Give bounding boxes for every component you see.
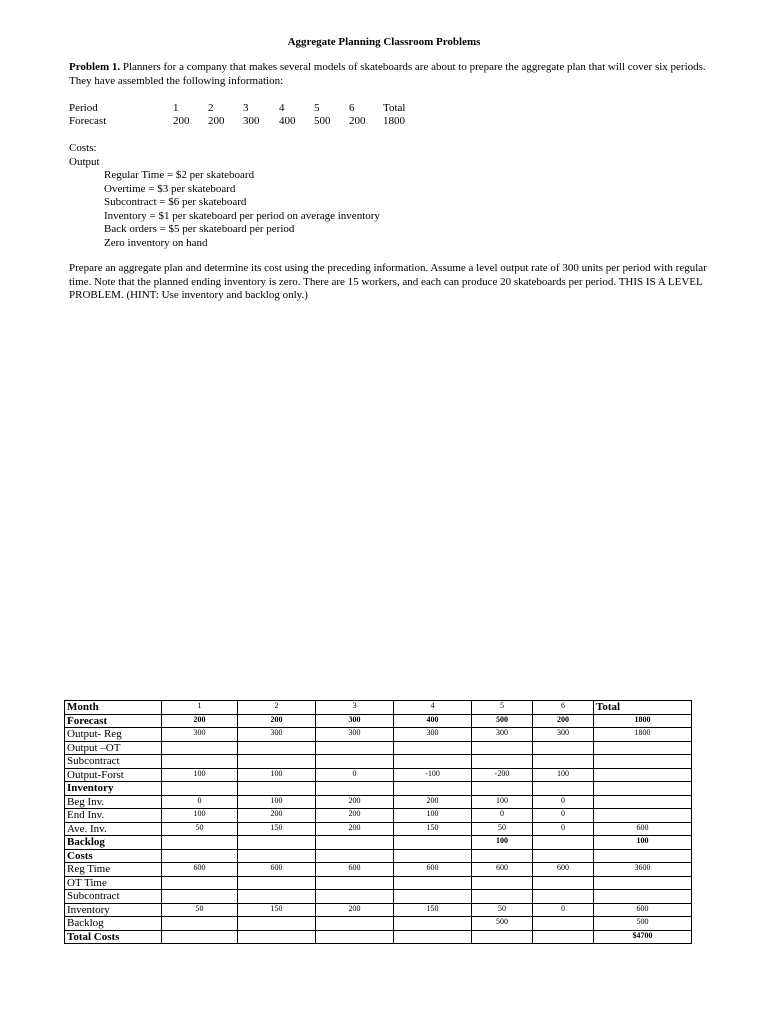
table-cell xyxy=(533,917,594,931)
table-cell xyxy=(316,741,394,755)
table-cell xyxy=(162,849,238,863)
table-cell: 100 xyxy=(533,768,594,782)
costs-subheading: Output xyxy=(69,155,100,168)
table-cell xyxy=(394,849,472,863)
table-cell: 300 xyxy=(394,728,472,742)
table-cell xyxy=(533,890,594,904)
table-cell xyxy=(162,836,238,850)
row-label: Output- Reg xyxy=(65,728,162,742)
table-cell xyxy=(533,755,594,769)
table-cell xyxy=(533,836,594,850)
table-cell xyxy=(162,930,238,944)
table-cell xyxy=(316,890,394,904)
period-value: 3 xyxy=(243,102,249,114)
table-cell xyxy=(472,755,533,769)
table-cell xyxy=(316,917,394,931)
cost-item: Overtime = $3 per skateboard xyxy=(104,182,236,195)
month-header-cell: 2 xyxy=(238,701,316,715)
total-cell: 500 xyxy=(594,917,692,931)
table-row xyxy=(65,903,692,917)
table-cell: 300 xyxy=(533,728,594,742)
period-value: 5 xyxy=(314,102,320,114)
table-cell xyxy=(533,930,594,944)
table-cell xyxy=(472,849,533,863)
table-cell xyxy=(316,755,394,769)
table-row xyxy=(65,768,692,782)
table-cell: 300 xyxy=(316,728,394,742)
table-cell xyxy=(472,890,533,904)
table-cell: 200 xyxy=(162,714,238,728)
row-label: Subcontract xyxy=(65,890,162,904)
table-cell: 300 xyxy=(472,728,533,742)
table-cell xyxy=(472,876,533,890)
table-cell xyxy=(394,782,472,796)
table-cell: 200 xyxy=(238,714,316,728)
row-label: Inventory xyxy=(65,903,162,917)
total-header: Total xyxy=(594,701,692,715)
table-cell: 0 xyxy=(533,809,594,823)
table-cell: 0 xyxy=(533,903,594,917)
table-cell xyxy=(316,849,394,863)
total-cell xyxy=(594,876,692,890)
table-cell xyxy=(238,741,316,755)
table-cell xyxy=(162,876,238,890)
table-row xyxy=(65,876,692,890)
period-label: Period xyxy=(69,102,98,114)
document-title: Aggregate Planning Classroom Problems xyxy=(287,36,481,48)
table-cell: 600 xyxy=(238,863,316,877)
problem-intro-text: Planners for a company that makes several models of skateboards are about to prepare the aggregate plan that will cover six periods. They have assembled the following information: xyxy=(69,61,706,87)
table-cell xyxy=(394,876,472,890)
table-cell xyxy=(533,782,594,796)
row-label: OT Time xyxy=(65,876,162,890)
table-row xyxy=(65,863,692,877)
table-cell: 150 xyxy=(394,903,472,917)
costs-heading: Costs: xyxy=(69,142,97,154)
row-label: Subcontract xyxy=(65,755,162,769)
row-label: Reg Time xyxy=(65,863,162,877)
table-cell: 150 xyxy=(238,822,316,836)
forecast-value: 300 xyxy=(243,115,260,127)
total-cell: 1800 xyxy=(594,714,692,728)
table-cell xyxy=(238,917,316,931)
table-cell xyxy=(394,890,472,904)
table-cell xyxy=(238,890,316,904)
table-cell xyxy=(394,836,472,850)
table-cell: 200 xyxy=(316,795,394,809)
aggregate-plan-table xyxy=(64,700,692,944)
table-row xyxy=(65,795,692,809)
table-cell: 500 xyxy=(472,714,533,728)
table-cell xyxy=(238,782,316,796)
table-cell: -200 xyxy=(472,768,533,782)
costs-heading-block xyxy=(69,142,100,169)
total-cell: 600 xyxy=(594,822,692,836)
period-value: 1 xyxy=(173,102,179,114)
table-cell: 50 xyxy=(162,822,238,836)
row-label: Inventory xyxy=(65,782,162,796)
table-row xyxy=(65,741,692,755)
table-cell: 100 xyxy=(162,809,238,823)
table-cell: 600 xyxy=(162,863,238,877)
table-cell xyxy=(162,782,238,796)
forecast-value: 500 xyxy=(314,115,331,127)
cost-item: Regular Time = $2 per skateboard xyxy=(104,169,255,181)
month-header-cell: 3 xyxy=(316,701,394,715)
table-row xyxy=(65,809,692,823)
row-label: End Inv. xyxy=(65,809,162,823)
table-cell xyxy=(472,782,533,796)
cost-item: Subcontract = $6 per skateboard xyxy=(104,196,247,208)
month-header-cell: 4 xyxy=(394,701,472,715)
table-row xyxy=(65,917,692,931)
table-cell xyxy=(394,741,472,755)
table-cell xyxy=(162,755,238,769)
table-cell xyxy=(394,755,472,769)
total-cell xyxy=(594,809,692,823)
forecast-value: 200 xyxy=(208,115,225,127)
cost-item: Zero inventory on hand xyxy=(104,236,208,249)
table-cell: 200 xyxy=(238,809,316,823)
table-cell: 50 xyxy=(162,903,238,917)
row-label: Forecast xyxy=(65,714,162,728)
table-cell: 0 xyxy=(533,822,594,836)
total-cell: 600 xyxy=(594,903,692,917)
table-cell xyxy=(533,741,594,755)
table-cell xyxy=(316,876,394,890)
period-value: 6 xyxy=(349,102,355,114)
table-cell: 150 xyxy=(394,822,472,836)
table-row xyxy=(65,822,692,836)
table-row xyxy=(65,836,692,850)
table-cell xyxy=(394,930,472,944)
table-cell: 200 xyxy=(316,809,394,823)
table-cell xyxy=(316,930,394,944)
table-cell xyxy=(162,917,238,931)
table-cell xyxy=(316,836,394,850)
table-cell xyxy=(472,930,533,944)
table-cell xyxy=(472,741,533,755)
problem-label: Problem 1. xyxy=(69,61,121,73)
month-header-cell: 5 xyxy=(472,701,533,715)
table-cell xyxy=(238,930,316,944)
row-label: Backlog xyxy=(65,836,162,850)
table-row xyxy=(65,755,692,769)
cost-item: Inventory = $1 per skateboard per period on average inventory xyxy=(104,209,380,222)
table-row xyxy=(65,930,692,944)
table-header-row xyxy=(65,701,692,715)
total-cell: 3600 xyxy=(594,863,692,877)
costs-list xyxy=(104,169,380,250)
row-label: Total Costs xyxy=(65,930,162,944)
table-cell: 100 xyxy=(472,836,533,850)
total-cell xyxy=(594,755,692,769)
table-row xyxy=(65,714,692,728)
table-cell xyxy=(238,876,316,890)
table-row xyxy=(65,782,692,796)
table-cell: 300 xyxy=(316,714,394,728)
table-cell: 600 xyxy=(533,863,594,877)
total-cell xyxy=(594,795,692,809)
total-cell: $4700 xyxy=(594,930,692,944)
table-row xyxy=(65,890,692,904)
table-cell xyxy=(316,782,394,796)
row-label: Backlog xyxy=(65,917,162,931)
total-cell xyxy=(594,849,692,863)
table-cell: 200 xyxy=(394,795,472,809)
table-cell: -100 xyxy=(394,768,472,782)
table-cell: 0 xyxy=(533,795,594,809)
row-label: Costs xyxy=(65,849,162,863)
table-cell: 500 xyxy=(472,917,533,931)
period-value: 2 xyxy=(208,102,214,114)
table-cell: 200 xyxy=(316,903,394,917)
table-row xyxy=(65,728,692,742)
row-label: Output-Forst xyxy=(65,768,162,782)
table-cell: 100 xyxy=(472,795,533,809)
table-cell: 100 xyxy=(238,795,316,809)
table-cell: 0 xyxy=(316,768,394,782)
table-cell xyxy=(238,836,316,850)
table-cell xyxy=(533,849,594,863)
table-cell xyxy=(533,876,594,890)
forecast-value: 1800 xyxy=(383,115,405,127)
total-cell: 100 xyxy=(594,836,692,850)
table-cell: 0 xyxy=(472,809,533,823)
month-header-cell: 6 xyxy=(533,701,594,715)
total-cell xyxy=(594,890,692,904)
table-cell: 300 xyxy=(238,728,316,742)
month-header: Month xyxy=(65,701,162,715)
table-cell: 150 xyxy=(238,903,316,917)
table-cell: 100 xyxy=(238,768,316,782)
table-cell: 100 xyxy=(394,809,472,823)
cost-item: Back orders = $5 per skateboard per period xyxy=(104,223,295,235)
month-header-cell: 1 xyxy=(162,701,238,715)
row-label: Ave. Inv. xyxy=(65,822,162,836)
forecast-value: 400 xyxy=(279,115,296,127)
table-cell xyxy=(162,890,238,904)
table-cell: 50 xyxy=(472,822,533,836)
period-value: 4 xyxy=(279,102,285,114)
period-value: Total xyxy=(383,102,406,114)
table-cell: 600 xyxy=(316,863,394,877)
total-cell xyxy=(594,768,692,782)
table-cell: 200 xyxy=(533,714,594,728)
table-cell: 400 xyxy=(394,714,472,728)
table-cell xyxy=(394,917,472,931)
table-cell xyxy=(238,849,316,863)
row-label: Beg Inv. xyxy=(65,795,162,809)
table-cell: 100 xyxy=(162,768,238,782)
row-label: Output –OT xyxy=(65,741,162,755)
total-cell: 1800 xyxy=(594,728,692,742)
problem-intro xyxy=(69,61,729,88)
table-row xyxy=(65,849,692,863)
table-cell: 600 xyxy=(472,863,533,877)
table-cell: 200 xyxy=(316,822,394,836)
table-cell: 0 xyxy=(162,795,238,809)
table-cell: 300 xyxy=(162,728,238,742)
table-cell xyxy=(162,741,238,755)
total-cell xyxy=(594,782,692,796)
table-cell: 600 xyxy=(394,863,472,877)
total-cell xyxy=(594,741,692,755)
forecast-value: 200 xyxy=(173,115,190,127)
forecast-value: 200 xyxy=(349,115,366,127)
table-cell xyxy=(238,755,316,769)
table-cell: 50 xyxy=(472,903,533,917)
instructions: Prepare an aggregate plan and determine its cost using the preceding information. Assume a level output rate of 300 units per period with regular time. Note that the planned ending inventory is zero. There are 15 workers, and each can produce 20 skateboards per period. THIS IS A LEVEL PROBLEM. (HINT: Use inventory and backlog only.) xyxy=(69,262,707,301)
forecast-label: Forecast xyxy=(69,115,107,127)
